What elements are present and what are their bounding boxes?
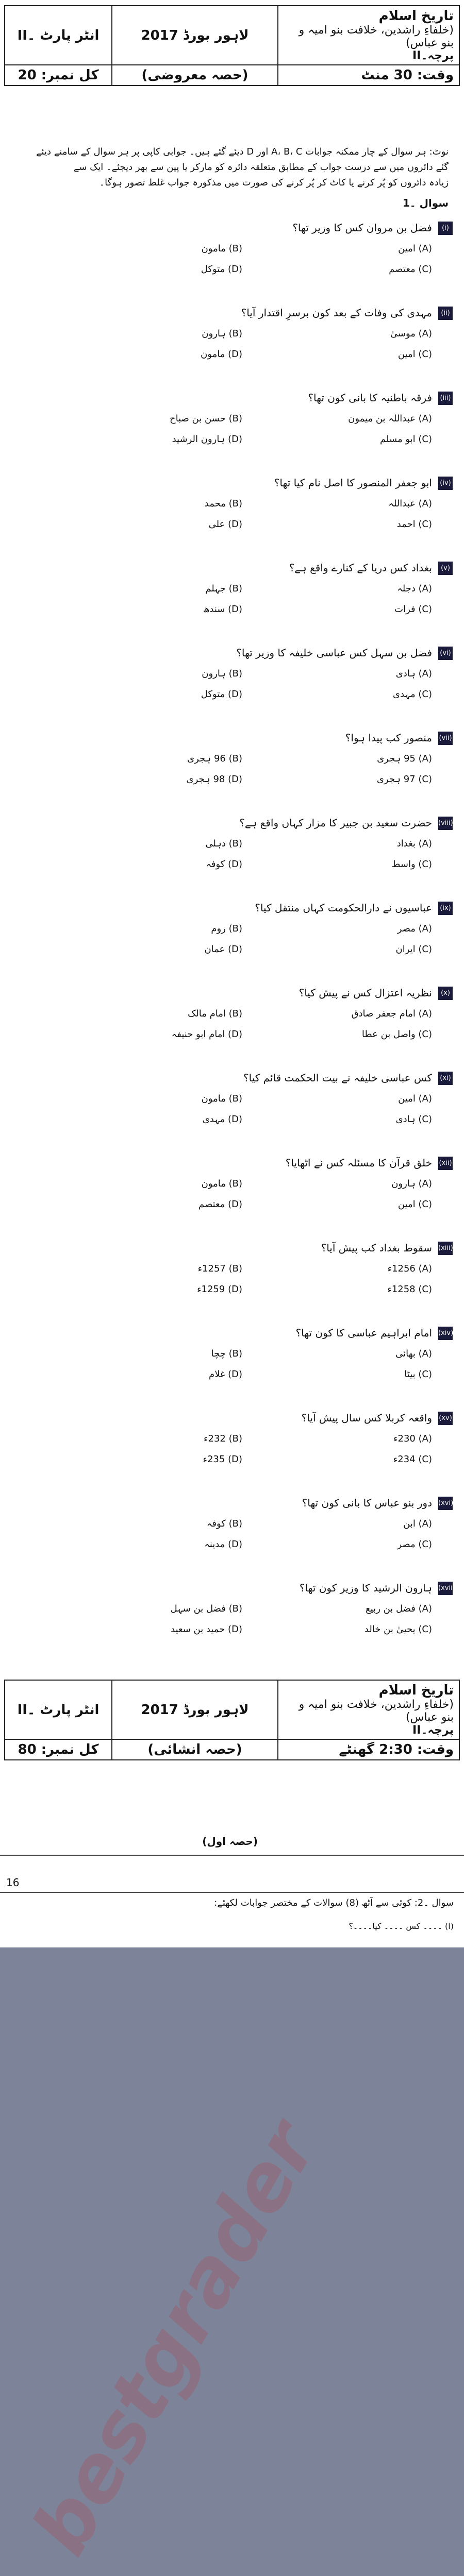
option-b: (B) مامون (201, 1093, 242, 1104)
option-d: (D) امام ابو حنیفہ (171, 1029, 242, 1040)
question-number: (vi) (438, 647, 453, 660)
option-b: (B) چچا (211, 1348, 242, 1359)
question-text: بغداد کس دریا کے کنارے واقع ہے؟ (289, 562, 432, 574)
question-number: (i) (438, 222, 453, 235)
option-a: (A) عبداللہ بن میمون (348, 413, 432, 424)
option-b: (B) دہلی (205, 838, 242, 849)
paper-label: پرچہ۔II (412, 49, 454, 62)
question-number: (xvi) (438, 1497, 453, 1510)
question-number: (vii) (438, 732, 453, 745)
question-2-first-item: (i) ۔۔۔۔ کس ۔۔۔۔ کیا۔۔۔۔؟ (349, 1921, 454, 1931)
option-d: (D) ہارون الرشید (172, 434, 242, 445)
option-b: (B) جہلم (205, 583, 242, 594)
option-b: (B) فضل بن سہل (170, 1603, 242, 1614)
subject-title: تاریخ اسلام (378, 8, 454, 24)
option-c: (C) معتصم (389, 264, 432, 275)
header-table-objective (4, 5, 460, 86)
option-a: (A) دجلہ (397, 583, 432, 594)
option-d: (D) کوفہ (206, 859, 242, 870)
option-a: (A) ہارون (391, 1178, 432, 1189)
question-text: واقعہ کربلا کس سال پیش آیا؟ (301, 1412, 432, 1424)
subject-cell (278, 6, 459, 65)
watermark-logo: bestgrader (15, 2107, 335, 2569)
option-b: (B) روم (211, 923, 242, 934)
instruction-line: زیادہ دائروں کو پُر کرنے یا کاٹ کر پُر کرنے کی صورت میں مذکورہ جواب غلط تصور ہوگا۔ (99, 177, 449, 188)
option-a: (A) ہادی (395, 668, 432, 679)
option-a: (A) بھائی (395, 1348, 432, 1359)
question-number: (x) (438, 987, 453, 1000)
option-a: (A) عبداللہ (388, 498, 432, 509)
option-d: (D) مدینہ (204, 1539, 242, 1550)
instruction-line: نوٹ: ہر سوال کے چار ممکنہ جوابات A، B، C اور D دیئے گئے ہیں۔ جوابی کاپی پر ہر سوال کے سامنے دیئے (36, 146, 449, 157)
option-b: (B) حسن بن صباح (170, 413, 242, 424)
option-d: (D) معتصم (198, 1199, 242, 1210)
option-c: (C) ابو مسلم (379, 434, 432, 445)
instructions (15, 144, 449, 191)
question-number: (xi) (438, 1072, 453, 1085)
question-number: (ii) (438, 307, 453, 320)
question-number: (iii) (438, 392, 453, 405)
question-text: خلق قرآن کا مسئلہ کس نے اٹھایا؟ (285, 1157, 432, 1169)
question-text: ہارون الرشید کا وزیر کون تھا؟ (299, 1582, 432, 1594)
option-a: (A) امین (398, 1093, 432, 1104)
option-d: (D) 235ء (203, 1454, 242, 1465)
time-label: وقت: 30 منٹ (278, 65, 459, 86)
divider (0, 1892, 464, 1893)
subject-subtitle: (خلفاءِ راشدین، خلافت بنو امیہ و بنو عباس) (299, 1698, 454, 1724)
question-text: عباسیوں نے دارالحکومت کہاں منتقل کیا؟ (255, 902, 432, 914)
question-text: مہدی کی وفات کے بعد کون برسرِ اقتدار آیا؟ (241, 307, 432, 319)
option-c: (C) امین (397, 1199, 432, 1210)
question-text: منصور کب پیدا ہوا؟ (345, 732, 432, 744)
option-b: (B) امام مالک (188, 1008, 242, 1019)
option-d: (D) سندھ (203, 604, 242, 615)
part-label: انٹر پارٹ ۔II (5, 6, 112, 65)
option-a: (A) مصر (397, 923, 432, 934)
option-c: (C) واسط (391, 859, 432, 870)
option-b: (B) محمد (204, 498, 242, 509)
option-b: (B) کوفہ (206, 1518, 242, 1529)
option-c: (C) واصل بن عطا (361, 1029, 432, 1040)
subject-cell (278, 1680, 459, 1739)
option-b: (B) مامون (201, 243, 242, 254)
marks-label: کل نمبر: 80 (5, 1739, 112, 1760)
question-number: (viii) (438, 817, 453, 830)
board-label: لاہور بورڈ 2017 (112, 6, 278, 65)
subject-subtitle: (خلفاءِ راشدین، خلافت بنو امیہ و بنو عباس) (299, 24, 454, 49)
option-b: (B) مامون (201, 1178, 242, 1189)
option-d: (D) علی (208, 519, 242, 530)
section-question-label: سوال ۔1 (402, 197, 449, 209)
divider (0, 1855, 464, 1856)
marks-label: کل نمبر: 20 (5, 65, 112, 86)
question-number: (xii) (438, 1157, 453, 1170)
section-part-label: (حصہ اول) (202, 1835, 258, 1848)
question-text: فضل بن سہل کس عباسی خلیفہ کا وزیر تھا؟ (236, 647, 432, 659)
question-number: (xv) (438, 1412, 453, 1425)
option-c: (C) بیٹا (404, 1369, 432, 1380)
question-number: (v) (438, 562, 453, 575)
option-b: (B) 1257ء (197, 1263, 242, 1274)
option-a: (A) امام جعفر صادق (351, 1008, 432, 1019)
question-text: کس عباسی خلیفہ نے بیت الحکمت قائم کیا؟ (243, 1072, 432, 1084)
option-d: (D) مامون (201, 349, 242, 360)
option-b: (B) 232ء (204, 1433, 242, 1444)
option-a: (A) موسیٰ (390, 328, 432, 339)
option-d: (D) غلام (209, 1369, 242, 1380)
header-table-subjective (4, 1680, 460, 1760)
question-text: حضرت سعید بن جبیر کا مزار کہاں واقع ہے؟ (239, 817, 432, 829)
paper-label: پرچہ۔II (412, 1724, 454, 1737)
option-a: (A) امین (398, 243, 432, 254)
option-c: (C) 1258ء (387, 1284, 432, 1295)
option-d: (D) عمان (204, 944, 242, 955)
option-c: (C) 234ء (393, 1454, 432, 1465)
section-label: (حصہ انشائی) (112, 1739, 278, 1760)
option-d: (D) متوکل (201, 264, 242, 275)
question-text: سقوط بغداد کب پیش آیا؟ (321, 1242, 432, 1254)
question-number: (xvii) (438, 1582, 453, 1595)
option-a: (A) 1256ء (387, 1263, 432, 1274)
option-c: (C) مہدی (392, 689, 432, 700)
time-label: وقت: 2:30 گھنٹے (278, 1739, 459, 1760)
question-text: ابو جعفر المنصور کا اصل نام کیا تھا؟ (274, 477, 432, 489)
option-a: (A) 95 ہجری (377, 753, 432, 764)
part-label: انٹر پارٹ ۔II (5, 1680, 112, 1739)
option-c: (C) یحییٰ بن خالد (364, 1624, 432, 1635)
option-c: (C) امین (397, 349, 432, 360)
question-text: نظریہ اعتزال کس نے پیش کیا؟ (299, 987, 432, 999)
option-c: (C) مصر (397, 1539, 432, 1550)
option-a: (A) بغداد (396, 838, 432, 849)
option-b: (B) 96 ہجری (187, 753, 242, 764)
question-number: (xiii) (438, 1242, 453, 1255)
question-number: (ix) (438, 902, 453, 915)
option-d: (D) مہدی (202, 1114, 242, 1125)
option-b: (B) ہارون (202, 328, 242, 339)
subject-title: تاریخ اسلام (378, 1683, 454, 1698)
option-c: (C) 97 ہجری (376, 774, 432, 785)
option-c: (C) ہادی (395, 1114, 432, 1125)
option-d: (D) 1259ء (197, 1284, 242, 1295)
question-text: دور بنو عباس کا بانی کون تھا؟ (302, 1497, 432, 1509)
option-a: (A) فضل بن ربیع (366, 1603, 432, 1614)
board-label: لاہور بورڈ 2017 (112, 1680, 278, 1739)
page-number: 16 (6, 1876, 20, 1889)
question-number: (xiv) (438, 1327, 453, 1340)
option-d: (D) 98 ہجری (186, 774, 242, 785)
section-label: (حصہ معروضی) (112, 65, 278, 86)
option-a: (A) 230ء (393, 1433, 432, 1444)
question-number: (iv) (438, 477, 453, 490)
option-c: (C) فرات (394, 604, 432, 615)
question-text: فضل بن مروان کس کا وزیر تھا؟ (292, 222, 432, 234)
question-2-text: سوال ۔2: کوئی سے آٹھ (8) سوالات کے مختصر جوابات لکھئے: (214, 1897, 454, 1908)
option-d: (D) حمید بن سعید (171, 1624, 242, 1635)
instruction-line: گئے دائروں میں سے درست جواب کے مطابق متعلقہ دائرہ کو مارکر یا پین سے بھر دیجئے۔ ایک سے (73, 162, 449, 173)
option-c: (C) ایران (395, 944, 432, 955)
option-b: (B) ہارون (202, 668, 242, 679)
option-d: (D) متوکل (201, 689, 242, 700)
option-c: (C) احمد (396, 519, 432, 530)
option-a: (A) ابن (403, 1518, 432, 1529)
question-text: فرقہ باطنیہ کا بانی کون تھا؟ (308, 392, 432, 404)
question-text: امام ابراہیم عباسی کا کون تھا؟ (295, 1327, 432, 1339)
